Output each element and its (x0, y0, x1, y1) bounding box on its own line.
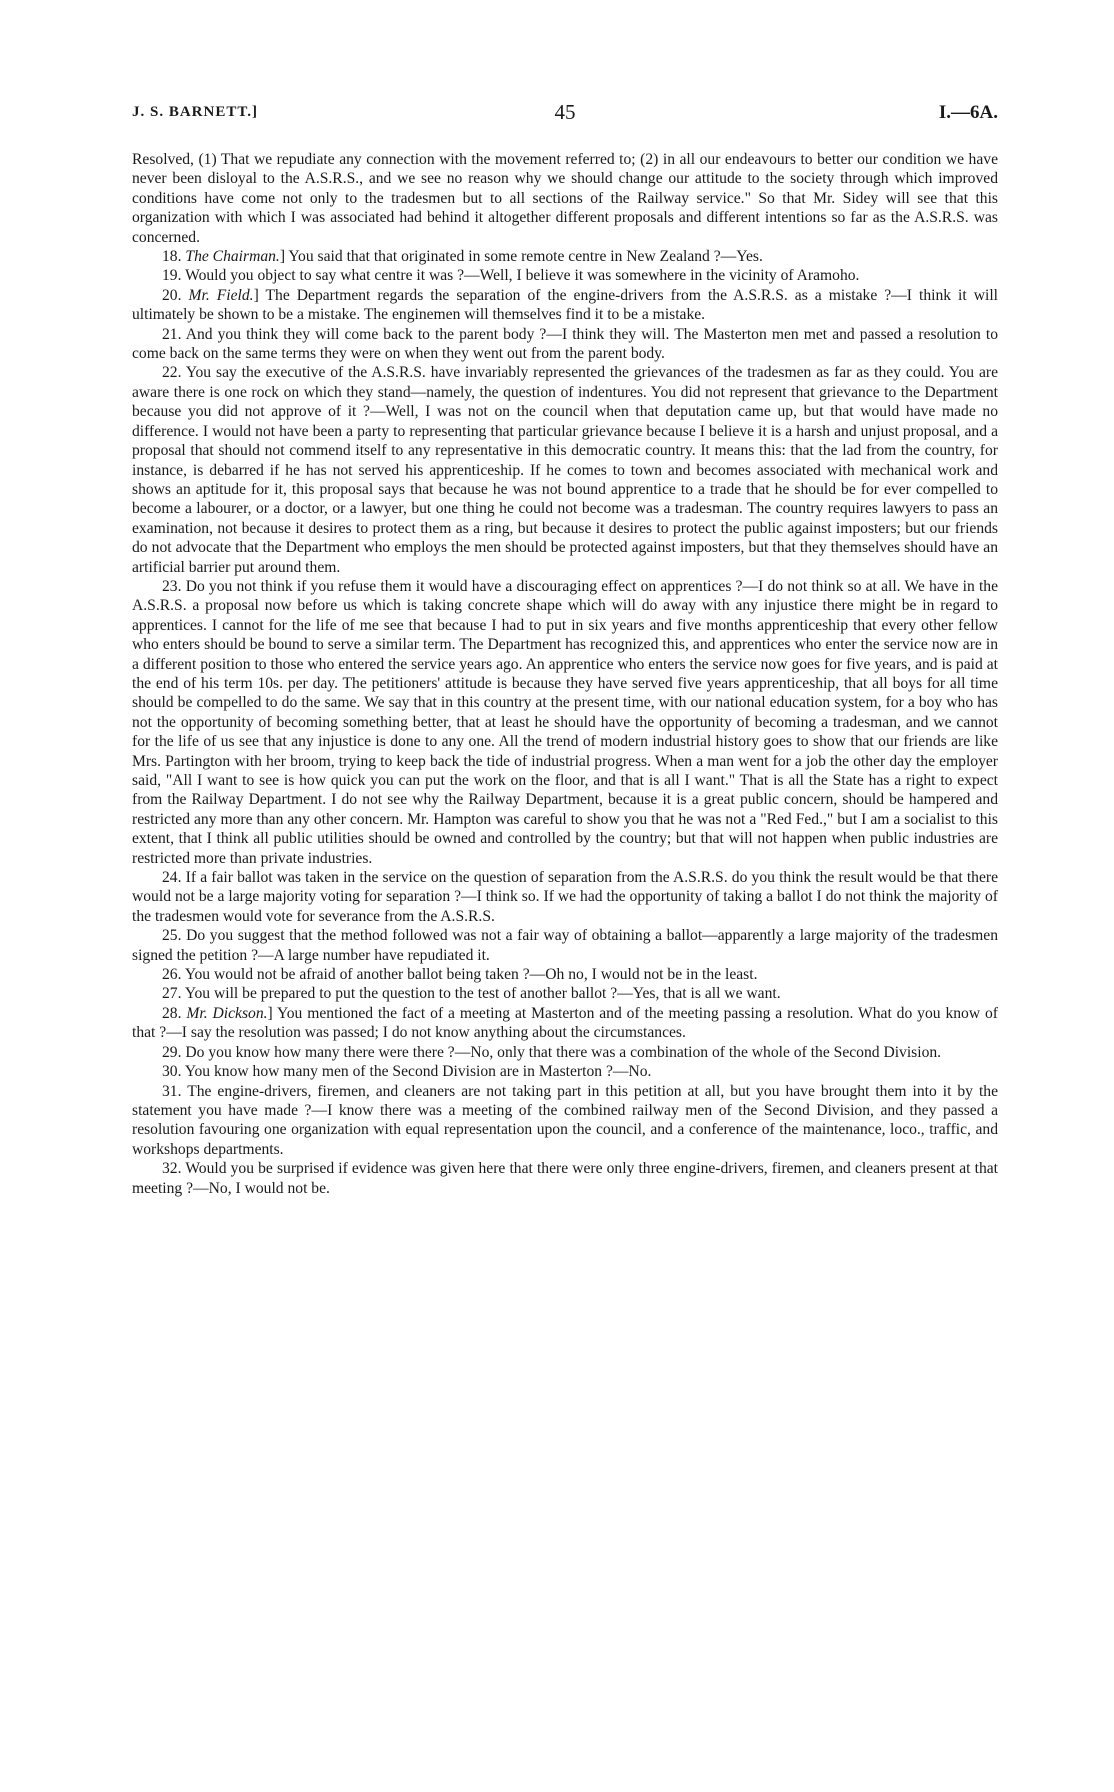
paragraph-text: Do you suggest that the method followed was not a fair way of obtaining a ballot—apparently a large majority of the tradesmen signed the petition ?—A large number have repudiated it. (132, 927, 998, 964)
paragraph-text: Would you object to say what centre it was ?—Well, I believe it was somewhere in the vicinity of Aramoho. (185, 267, 860, 285)
paragraph-text: Resolved, (1) That we repudiate any connection with the movement referred to; (2) in all our endeavours to better our condition we have never been disloyal to the A.S.R.S., and we see no reason why we should change our attitude to the society through which improved conditions have come not only to the tradesmen but to all sections of the Railway service." So that Mr. Sidey will see that this organization with which I was associated had behind it altogether different proposals and different intentions so far as the A.S.R.S. was concerned. (132, 151, 998, 246)
paragraph-text: Do you not think if you refuse them it would have a discouraging effect on apprentices ?—I do not think so at all. We have in the A.S.R.S. a proposal now before us which is taking concrete shape which will do away with any injustice there might be in regard to apprentices. I cannot for the life of me see that because I had to put in six years and five months apprenticeship that every other fellow who enters should be bound to serve a similar term. The Department has recognized this, and apprentices who enter the service now are in a different position to those who entered the service years ago. An apprentice who enters the service now goes for five years, and is paid at the end of his term 10s. per day. The petitioners' attitude is because they have served five years apprenticeship, that all boys for all time should be compelled to do the same. We say that in this country at the present time, with our national education system, for a boy who has not the opportunity of becoming something better, that at least he should have the opportunity of becoming a tradesman, and we cannot for the life of us see that any injustice is done to any one. All the trend of modern industrial history goes to show that our friends are like Mrs. Partington with her broom, trying to keep back the tide of industrial progress. When a man went for a job the other day the employer said, "All I want to see is how quick you can put the work on the floor, and that is all I want." That is all the State has a right to expect from the Railway Department. I do not see why the Railway Department, because it is a great public concern, should be hampered and restricted any more than any other concern. Mr. Hampton was careful to show you that he was not a "Red Fed.," but I am a socialist to this extent, that I think all public utilities should be owned and controlled by the country; but that will not happen when public industries are restricted more than private industries. (132, 577, 999, 867)
paragraph (132, 266, 998, 285)
paragraph (132, 247, 998, 266)
paragraph-text: You say the executive of the A.S.R.S. have invariably represented the grievances of the tradesmen as far as they could. You are aware there is one rock on which they stand—namely, the question of indentures. You did not represent that grievance to the Department because you did not approve of it ?—Well, I was not on the council when that deputation came up, but that would have made no difference. I would not have been a party to representing that particular grievance because I believe it is a harsh and unjust proposal, and a proposal that should not commend itself to any representative in this democratic country. It means this: that the lad from the country, for instance, is debarred if he has not served his apprenticeship. If he comes to town and becomes associated with mechanical work and shows an aptitude for it, this proposal says that because he was not bound apprentice to a trade that he should be for ever compelled to become a labourer, or a doctor, or a lawyer, but one thing he could not become was a tradesman. The country requires lawyers to pass an examination, not because it desires to protect them as a ring, but because it desires to protect the public against imposters; but our friends do not advocate that the Department who employs the men should be protected against imposters, but that they themselves should have an artificial barrier put around them. (132, 364, 998, 576)
paragraph (132, 1062, 998, 1081)
paragraph (132, 1159, 998, 1198)
question-number: 19. (162, 267, 186, 285)
paragraph-text: You know how many men of the Second Division are in Masterton ?—No. (184, 1063, 652, 1081)
paragraph-text: The engine-drivers, firemen, and cleaners are not taking part in this petition at all, but you have brought them into it by the statement you have made ?—I know there was a meeting of the combined railway men of the Second Division, and they passed a resolution favouring one organization with equal representation upon the council, and a conference of the maintenance, loco., traffic, and workshops departments. (132, 1082, 998, 1158)
paragraph-text: ] You mentioned the fact of a meeting at Masterton and of the meeting passing a resolution. What do you know of that ?—I say the resolution was passed; I do not know anything about the circumstances. (132, 1004, 998, 1042)
paragraph (132, 1082, 998, 1160)
question-number: 31. (162, 1082, 188, 1100)
paragraph (132, 926, 998, 965)
paragraph (132, 965, 998, 984)
question-number: 32. (162, 1160, 186, 1178)
paragraph-text: ] You said that that originated in some remote centre in New Zealand ?—Yes. (279, 248, 763, 266)
question-number: 21. (162, 325, 186, 343)
speaker-name: Mr. Dickson. (186, 1004, 268, 1022)
witness-name: J. S. BARNETT.] (132, 104, 258, 120)
paragraph (132, 1004, 998, 1043)
paragraph-text: Would you be surprised if evidence was given here that there were only three engine-drivers, firemen, and cleaners present at that meeting ?—No, I would not be. (132, 1160, 998, 1197)
speaker-name: Mr. Field. (188, 286, 254, 304)
paragraph-text: Do you know how many there were there ?—No, only that there was a combination of the whole of the Second Division. (185, 1043, 942, 1061)
question-number: 28. (162, 1004, 187, 1022)
paragraph (132, 286, 998, 325)
paragraph-text: ] The Department regards the separation of the engine-drivers from the A.S.R.S. as a mistake ?—I think it will ultimately be shown to be a mistake. The enginemen will themselves find it to be a mistake. (132, 286, 999, 324)
speaker-name: The Chairman. (185, 248, 280, 266)
page-number: 45 (554, 100, 576, 124)
paragraph (132, 984, 998, 1003)
paragraph (132, 363, 998, 576)
question-number: 27. (162, 985, 185, 1003)
paragraph (132, 1043, 998, 1062)
paragraph (132, 577, 998, 868)
question-number: 18. (162, 248, 186, 266)
document-body (132, 150, 998, 1198)
paragraph (132, 868, 998, 926)
paragraph (132, 150, 998, 247)
paragraph-text: You would not be afraid of another ballot being taken ?—Oh no, I would not be in the least. (184, 966, 758, 984)
paragraph (132, 325, 998, 364)
question-number: 23. (162, 577, 186, 595)
question-number: 20. (162, 286, 189, 304)
question-number: 25. (162, 927, 187, 945)
paragraph-text: If a fair ballot was taken in the service on the question of separation from the A.S.R.S. do you think the result would be that there would not be a large majority voting for separation ?—I think so. If we had the opportunity of taking a ballot I do not think the majority of the tradesmen would vote for severance from the A.S.R.S. (132, 869, 999, 925)
paragraph-text: And you think they will come back to the parent body ?—I think they will. The Masterton men met and passed a resolution to come back on the same terms they were on when they went out from the parent body. (132, 325, 998, 363)
page-header (132, 100, 998, 130)
question-number: 30. (162, 1063, 185, 1081)
question-number: 26. (162, 966, 185, 984)
question-number: 29. (162, 1043, 186, 1061)
question-number: 24. (162, 869, 186, 887)
document-reference: I.—6A. (938, 102, 998, 123)
question-number: 22. (162, 364, 186, 382)
paragraph-text: You will be prepared to put the question to the test of another ballot ?—Yes, that is all we want. (184, 985, 781, 1003)
